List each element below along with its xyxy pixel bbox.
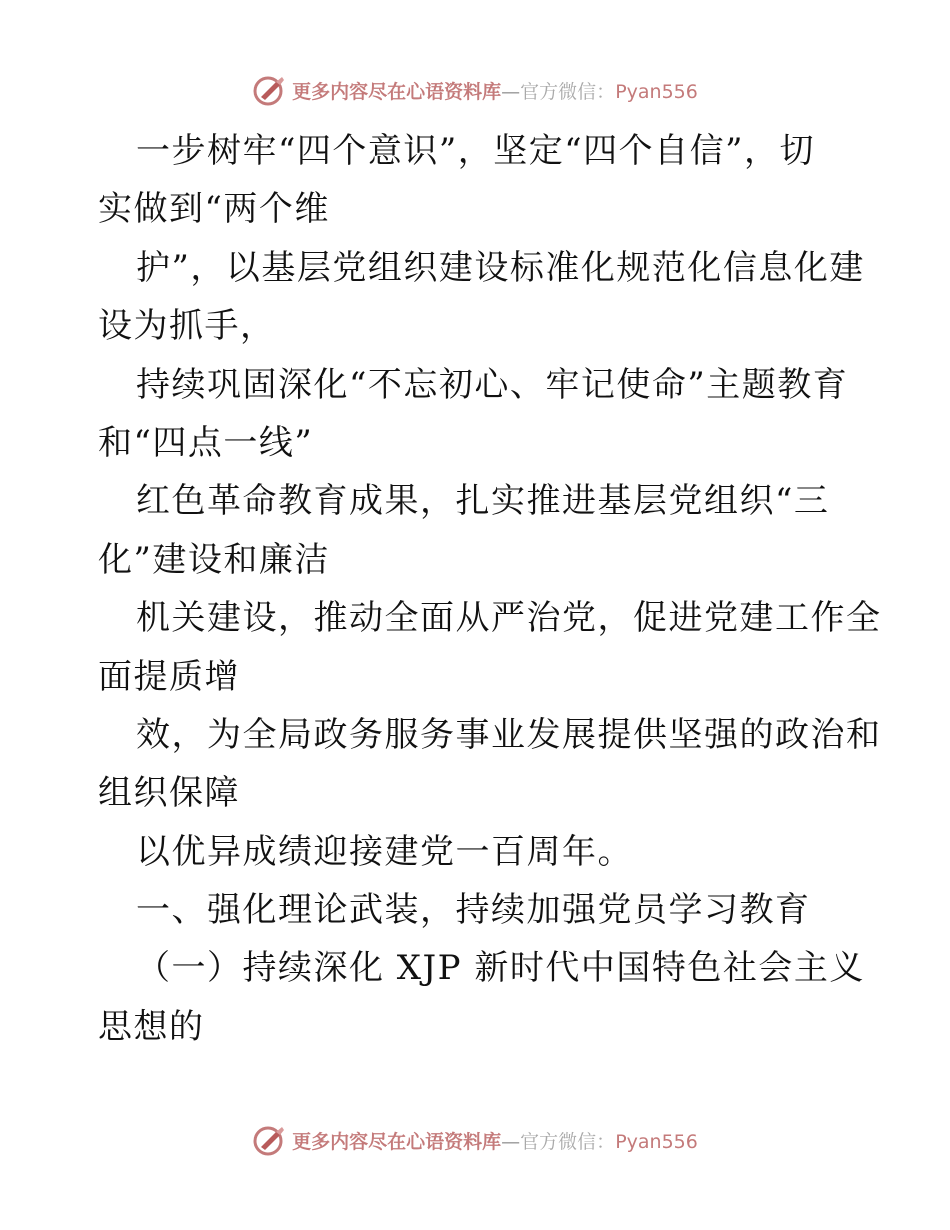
- watermark-main: 更多内容尽在心语资料库: [292, 80, 502, 103]
- paragraph-line: 持续巩固深化“不忘初心、牢记使命”主题教育: [136, 364, 849, 405]
- paragraph-line: 效，为全局政务服务事业发展提供坚强的政治和: [136, 714, 882, 755]
- watermark-wechat-label: 官方微信：: [520, 80, 616, 103]
- paragraph-line: （一）持续深化 XJP 新时代中国特色社会主义: [136, 948, 865, 989]
- watermark-separator: —: [501, 1130, 521, 1153]
- paragraph-line: 实做到“两个维: [98, 189, 330, 230]
- paragraph-line: 思想的: [98, 1006, 205, 1047]
- watermark-separator: —: [501, 80, 521, 103]
- pen-logo-icon: [252, 73, 286, 107]
- paragraph-line: 护”，以基层党组织建设标准化规范化信息化建: [136, 247, 865, 288]
- paragraph-line: 以优异成绩迎接建党一百周年。: [136, 831, 633, 872]
- paragraph-line: 和“四点一线”: [98, 422, 314, 463]
- watermark-wechat-label: 官方微信：: [520, 1130, 616, 1153]
- paragraph-line: 红色革命教育成果，扎实推进基层党组织“三: [136, 481, 830, 522]
- watermark-wechat-id: Pyan556: [615, 1130, 698, 1153]
- watermark-banner-top: [0, 70, 950, 110]
- paragraph-line: 化”建设和廉洁: [98, 539, 330, 580]
- paragraph-line: 组织保障: [98, 773, 240, 814]
- paragraph-line: 面提质增: [98, 656, 240, 697]
- pen-logo-icon: [252, 1123, 286, 1157]
- paragraph-line: 一、强化理论武装，持续加强党员学习教育: [136, 890, 811, 931]
- paragraph-line: 设为抓手，: [98, 306, 276, 347]
- paragraph-line: 一步树牢“四个意识”，坚定“四个自信”，切: [136, 131, 816, 171]
- watermark-banner-bottom: [0, 1120, 950, 1160]
- document-body: [98, 122, 882, 1056]
- watermark-text: [292, 77, 698, 104]
- watermark-wechat-id: Pyan556: [615, 80, 698, 103]
- paragraph-line: 机关建设，推动全面从严治党，促进党建工作全: [136, 598, 882, 639]
- watermark-main: 更多内容尽在心语资料库: [292, 1130, 502, 1153]
- watermark-text: [292, 1127, 698, 1154]
